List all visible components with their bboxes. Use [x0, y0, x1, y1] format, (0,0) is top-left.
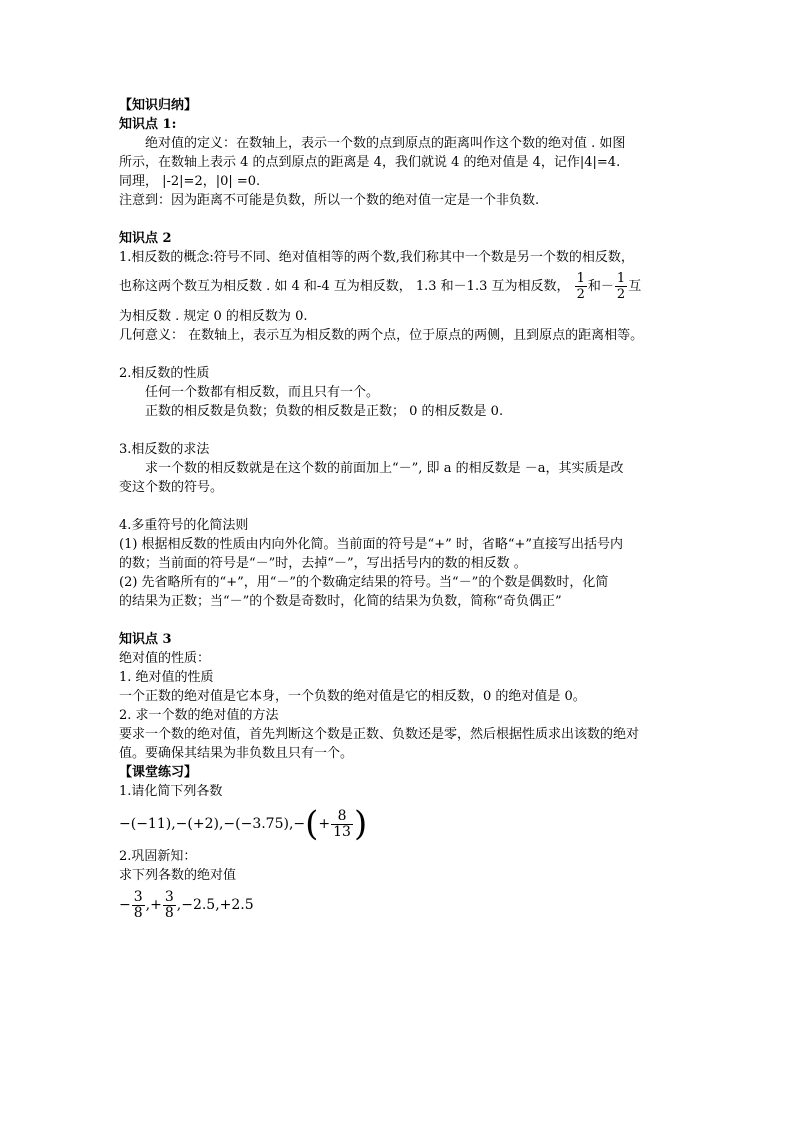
section-heading: 【知识归纳】 [119, 98, 198, 113]
practice-q1: 1.请化简下列各数 [119, 784, 223, 799]
e2-minus: − [119, 896, 131, 913]
prop-line-2: 正数的相反数是负数；负数的相反数是正数； 0 的相反数是 0. [145, 404, 504, 419]
kp1-line-1: 绝对值的定义：在数轴上，表示一个数的点到原点的距离叫作这个数的绝对值 . 如图 [145, 136, 626, 151]
kp3-line-6: 值。要确保其结果为非负数且只有一个。 [119, 746, 354, 761]
e2-tail: ,−2.5,+2.5 [176, 896, 254, 913]
rule-line-1: (1) 根据相反数的性质由内向外化简。当前面的符号是“+” 时，省略“+”直接写出括号内 [119, 537, 624, 552]
kp3-line-5: 要求一个数的绝对值，首先判断这个数是正数、负数还是零，然后根据性质求出该数的绝对 [119, 727, 640, 742]
neg-half-fraction: $\frac{1}{2}$ [616, 271, 626, 302]
kp2-line-2b: 和－ [587, 279, 614, 294]
half-fraction: $\frac{1}{2}$ [576, 271, 585, 302]
three-eighths-fraction-2: $\frac{3}{8}$ [164, 888, 174, 921]
kp3-line-3: 一个正数的绝对值是它本身，一个负数的绝对值是它的相反数，0 的绝对值是 0。 [119, 689, 586, 704]
kp2-line-4: 几何意义： 在数轴上，表示互为相反数的两个点，位于原点的两侧，且到原点的距离相等。 [119, 328, 644, 343]
method-line-2: 变这个数的符号。 [119, 480, 224, 495]
kp2-line-1: 1.相反数的概念:符号不同、绝对值相等的两个数,我们称其中一个数是另一个数的相反数， [119, 250, 634, 265]
rule-line-2: 的数；当前面的符号是“－”时，去掉“－”，写出括号内的数的相反数 。 [119, 556, 527, 571]
document-page [119, 96, 679, 925]
kp2-line-3: 为相反数 . 规定 0 的相反数为 0. [119, 309, 308, 324]
kp1-title: 知识点 1: [119, 117, 177, 132]
close-paren: ) [353, 803, 368, 844]
practice-expression-2 [119, 885, 679, 925]
expr1-plus: + [318, 815, 331, 832]
three-eighths-fraction-1: $\frac{3}{8}$ [133, 888, 143, 921]
open-paren: ( [305, 803, 319, 844]
practice-q2b: 求下列各数的绝对值 [119, 868, 237, 883]
kp3-line-1: 绝对值的性质： [119, 651, 211, 666]
prop-title: 2.相反数的性质 [119, 366, 210, 381]
kp2-line-2a: 也称这两个数互为相反数 . 如 4 和-4 互为相反数， 1.3 和－1.3 互为相反数， [119, 279, 570, 294]
eight-thirteenths-fraction: $\frac{8}{13}$ [333, 807, 351, 840]
rule-line-3: (2) 先省略所有的“+”，用“－”的个数确定结果的符号。当“－”的个数是偶数时，化简 [119, 575, 609, 590]
method-title: 3.相反数的求法 [119, 442, 210, 457]
method-line-1: 求一个数的相反数就是在这个数的前面加上“－”, 即 a 的相反数是 －a，其实质是改 [145, 461, 624, 476]
kp3-line-2: 1. 绝对值的性质 [119, 670, 214, 685]
kp1-line-4: 注意到：因为距离不可能是负数，所以一个数的绝对值一定是一个非负数. [119, 193, 540, 208]
practice-heading: 【课堂练习】 [119, 765, 198, 780]
rule-line-4: 的结果为正数；当“－”的个数是奇数时，化简的结果为负数，简称“奇负偶正” [119, 594, 562, 609]
kp2-line-2c: 互 [628, 279, 642, 294]
prop-line-1: 任何一个数都有相反数，而且只有一个。 [145, 385, 380, 400]
expr1-main: −(−11),−(+2),−(−3.75),− [119, 815, 306, 832]
kp2-title: 知识点 2 [119, 231, 172, 246]
e2-mid: ,+ [145, 896, 162, 913]
practice-expression-1 [119, 801, 679, 847]
rule-title: 4.多重符号的化简法则 [119, 518, 249, 533]
kp3-line-4: 2. 求一个数的绝对值的方法 [119, 708, 279, 723]
kp3-title: 知识点 3 [119, 632, 172, 647]
kp1-line-3: 同理， |-2|=2，|0| =0. [119, 174, 261, 189]
kp2-line-2 [119, 267, 679, 307]
kp1-line-2: 所示，在数轴上表示 4 的点到原点的距离是 4，我们就说 4 的绝对值是 4，记作|4|=4. [119, 155, 621, 170]
practice-q2: 2.巩固新知： [119, 849, 197, 864]
